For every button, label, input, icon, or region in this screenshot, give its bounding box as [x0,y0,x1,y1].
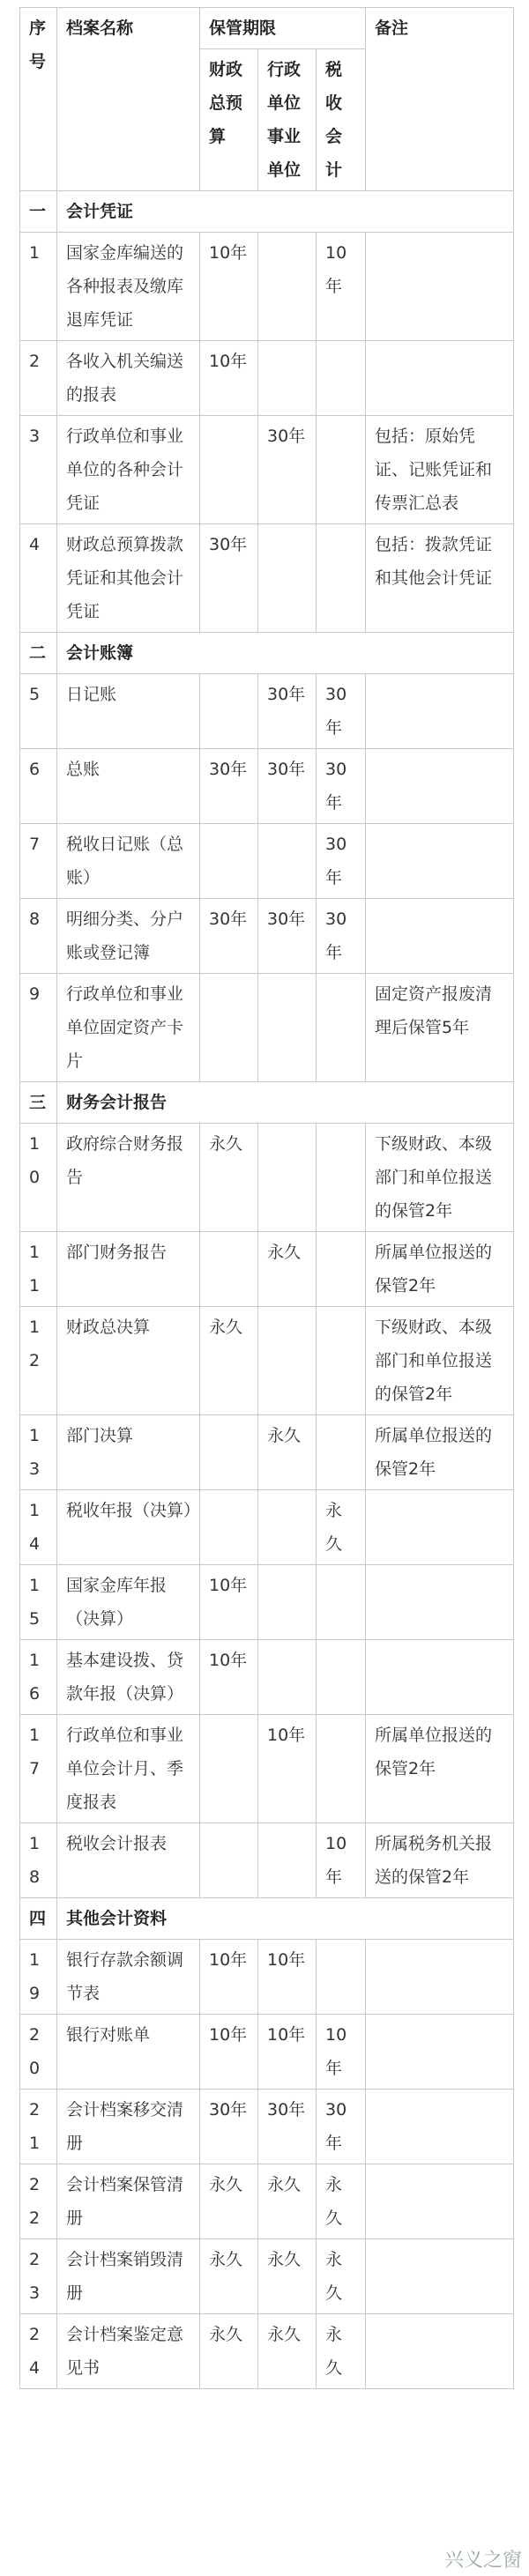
period-tax [317,416,366,524]
period-admin: 30年 [258,899,317,974]
archive-name: 明细分类、分户账或登记簿 [57,899,200,974]
table-body [20,191,514,2389]
period-admin: 30年 [258,749,317,824]
row-number: 11 [20,1232,57,1307]
row-number: 15 [20,1565,57,1640]
table-row [20,2314,514,2389]
archive-name: 会计档案保管清册 [57,2164,200,2239]
archive-name: 行政单位和事业单位的各种会计凭证 [57,416,200,524]
archive-name: 银行对账单 [57,2015,200,2090]
period-admin: 30年 [258,674,317,749]
period-admin [258,233,317,341]
archive-name: 行政单位和事业单位会计月、季度报表 [57,1715,200,1823]
period-finance [200,1415,258,1490]
archive-name: 总账 [57,749,200,824]
note [366,749,514,824]
period-finance: 永久 [200,2314,258,2389]
period-finance: 10年 [200,1940,258,2015]
period-finance: 30年 [200,749,258,824]
archive-name: 各收入机关编送的报表 [57,341,200,416]
archive-name: 税收日记账（总账） [57,824,200,899]
section-title: 会计账簿 [57,633,514,674]
archive-name: 银行存款余额调节表 [57,1940,200,2015]
row-number: 20 [20,2015,57,2090]
row-number: 14 [20,1490,57,1565]
period-tax [317,1640,366,1715]
period-admin: 30年 [258,416,317,524]
note [366,899,514,974]
period-tax [317,1415,366,1490]
period-admin [258,1565,317,1640]
table-row [20,2239,514,2314]
header-row [20,8,514,49]
period-admin [258,1823,317,1898]
period-tax [317,1565,366,1640]
period-admin: 10年 [258,1940,317,2015]
table-row [20,2090,514,2164]
period-tax: 永久 [317,2239,366,2314]
row-number: 4 [20,524,57,633]
period-finance: 永久 [200,2239,258,2314]
row-number: 23 [20,2239,57,2314]
row-number: 6 [20,749,57,824]
table-row [20,1715,514,1823]
period-admin: 10年 [258,1715,317,1823]
table-row [20,1823,514,1898]
table-row [20,749,514,824]
table-row [20,2015,514,2090]
row-number: 24 [20,2314,57,2389]
row-number: 2 [20,341,57,416]
period-admin [258,1124,317,1232]
note [366,2090,514,2164]
period-admin: 永久 [258,2239,317,2314]
row-number: 18 [20,1823,57,1898]
table-row [20,974,514,1082]
period-tax [317,1940,366,2015]
section-title: 其他会计资料 [57,1898,514,1940]
note: 下级财政、本级部门和单位报送的保管2年 [366,1307,514,1415]
archive-name: 税收会计报表 [57,1823,200,1898]
period-finance [200,1232,258,1307]
period-finance [200,974,258,1082]
table-row [20,1490,514,1565]
note: 所属单位报送的保管2年 [366,1715,514,1823]
section-number: 二 [20,633,57,674]
note [366,1565,514,1640]
section-row [20,191,514,233]
period-finance: 永久 [200,1307,258,1415]
note [366,2015,514,2090]
period-tax [317,341,366,416]
period-admin [258,824,317,899]
archive-name: 基本建设拨、贷款年报（决算） [57,1640,200,1715]
period-finance: 10年 [200,2015,258,2090]
watermark-logo: 兴义之窗 [443,2550,522,2572]
period-tax: 10年 [317,1823,366,1898]
row-number: 22 [20,2164,57,2239]
table-row [20,416,514,524]
period-finance: 永久 [200,1124,258,1232]
period-admin: 永久 [258,1232,317,1307]
note: 包括：原始凭证、记账凭证和传票汇总表 [366,416,514,524]
row-number: 7 [20,824,57,899]
period-finance [200,1823,258,1898]
archive-name: 会计档案鉴定意见书 [57,2314,200,2389]
note: 固定资产报废清理后保管5年 [366,974,514,1082]
table-row [20,233,514,341]
archive-name: 税收年报（决算） [57,1490,200,1565]
period-admin: 永久 [258,1415,317,1490]
table-row [20,1415,514,1490]
period-finance: 10年 [200,1640,258,1715]
period-finance: 10年 [200,341,258,416]
period-admin [258,524,317,633]
period-finance [200,416,258,524]
note: 包括：拨款凭证和其他会计凭证 [366,524,514,633]
period-tax: 永久 [317,1490,366,1565]
period-tax: 30年 [317,749,366,824]
note [366,1490,514,1565]
row-number: 12 [20,1307,57,1415]
note [366,341,514,416]
note: 所属单位报送的保管2年 [366,1232,514,1307]
period-tax: 30年 [317,824,366,899]
archive-name: 财政总预算拨款凭证和其他会计凭证 [57,524,200,633]
header-period: 保管期限 [200,8,366,49]
period-admin: 永久 [258,2314,317,2389]
note [366,2164,514,2239]
period-admin [258,1307,317,1415]
row-number: 16 [20,1640,57,1715]
archive-name: 财政总决算 [57,1307,200,1415]
period-admin: 30年 [258,2090,317,2164]
row-number: 5 [20,674,57,749]
period-tax: 10年 [317,2015,366,2090]
table-row [20,341,514,416]
period-admin [258,1640,317,1715]
period-tax [317,1232,366,1307]
note [366,1940,514,2015]
table-row [20,899,514,974]
archive-name: 会计档案销毁清册 [57,2239,200,2314]
period-finance: 30年 [200,524,258,633]
section-number: 三 [20,1082,57,1124]
table-row [20,824,514,899]
table-row [20,1940,514,2015]
table-row [20,1232,514,1307]
archive-name: 国家金库年报（决算） [57,1565,200,1640]
row-number: 21 [20,2090,57,2164]
section-title: 会计凭证 [57,191,514,233]
period-tax: 30年 [317,674,366,749]
period-tax [317,1307,366,1415]
archive-name: 部门决算 [57,1415,200,1490]
row-number: 8 [20,899,57,974]
section-row [20,633,514,674]
period-finance [200,824,258,899]
archive-name: 政府综合财务报告 [57,1124,200,1232]
header-note: 备注 [366,8,514,191]
note: 所属税务机关报送的保管2年 [366,1823,514,1898]
header-name: 档案名称 [57,8,200,191]
table-row [20,1307,514,1415]
subheader-finance: 财政总预算 [200,49,258,191]
period-tax [317,524,366,633]
period-tax: 30年 [317,899,366,974]
note: 所属单位报送的保管2年 [366,1415,514,1490]
period-admin [258,974,317,1082]
subheader-admin: 行政单位事业单位 [258,49,317,191]
row-number: 17 [20,1715,57,1823]
archive-name: 会计档案移交清册 [57,2090,200,2164]
note: 下级财政、本级部门和单位报送的保管2年 [366,1124,514,1232]
row-number: 3 [20,416,57,524]
archive-name: 部门财务报告 [57,1232,200,1307]
period-admin: 永久 [258,2164,317,2239]
section-number: 四 [20,1898,57,1940]
period-finance [200,1490,258,1565]
period-tax [317,1715,366,1823]
period-finance: 永久 [200,2164,258,2239]
header-no: 序号 [20,8,57,191]
row-number: 9 [20,974,57,1082]
row-number: 19 [20,1940,57,2015]
table-row [20,524,514,633]
archive-name: 日记账 [57,674,200,749]
period-admin [258,341,317,416]
period-tax [317,1124,366,1232]
archive-name: 国家金库编送的各种报表及缴库退库凭证 [57,233,200,341]
period-finance [200,674,258,749]
period-finance: 30年 [200,899,258,974]
period-finance: 30年 [200,2090,258,2164]
table-row [20,1124,514,1232]
section-row [20,1082,514,1124]
period-tax: 10年 [317,233,366,341]
section-number: 一 [20,191,57,233]
period-tax: 永久 [317,2314,366,2389]
note [366,824,514,899]
period-tax: 30年 [317,2090,366,2164]
period-admin [258,1490,317,1565]
note [366,674,514,749]
table-row [20,2164,514,2239]
archive-name: 行政单位和事业单位固定资产卡片 [57,974,200,1082]
period-tax [317,974,366,1082]
period-admin: 10年 [258,2015,317,2090]
table-row [20,1640,514,1715]
note [366,233,514,341]
table-row [20,1565,514,1640]
table-row [20,674,514,749]
section-title: 财务会计报告 [57,1082,514,1124]
section-row [20,1898,514,1940]
row-number: 1 [20,233,57,341]
subheader-tax: 税收会计 [317,49,366,191]
note [366,2314,514,2389]
row-number: 13 [20,1415,57,1490]
period-finance: 10年 [200,233,258,341]
archive-retention-table [19,7,514,2389]
row-number: 10 [20,1124,57,1232]
period-finance [200,1715,258,1823]
period-finance: 10年 [200,1565,258,1640]
note [366,1640,514,1715]
period-tax: 永久 [317,2164,366,2239]
note [366,2239,514,2314]
